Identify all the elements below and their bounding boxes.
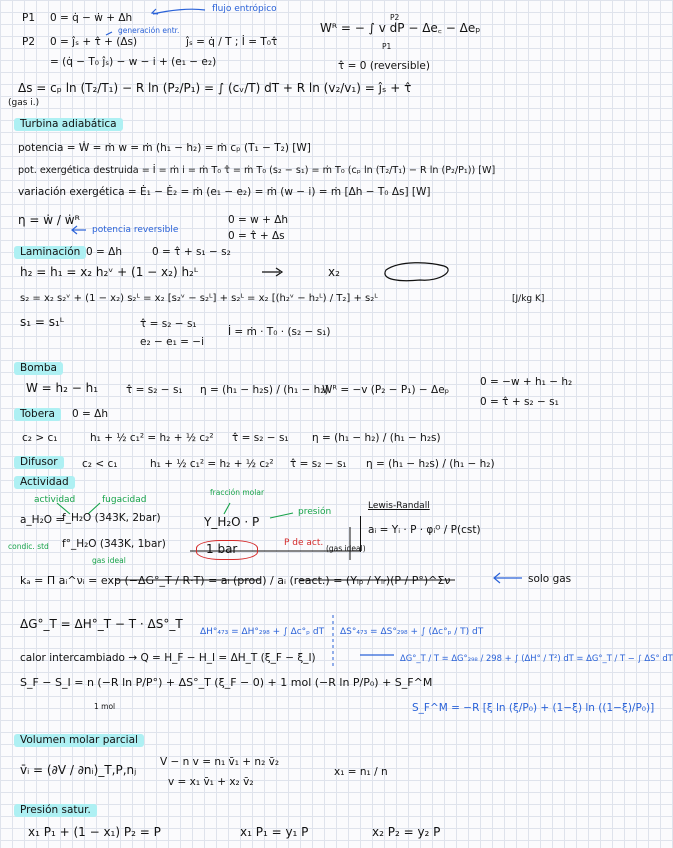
turbina-variacion-exergetica: variación exergética = Ė₁ − Ė₂ = ṁ (e₁ − e₂) = ṁ (w − i) = ṁ [Δh − T₀ Δs] [W] [18,186,431,198]
presion-eq1: x₁ P₁ + (1 − x₁) P₂ = P [28,825,161,839]
bomba-w: W = h₂ − h₁ [26,381,99,395]
volumen-v1: V − n v = n₁ v̄₁ + n₂ v̄₂ [160,756,280,768]
note-p-de-act: P de act. [284,538,324,548]
bomba-zero2: 0 = τ̂ + s₂ − s₁ [480,396,559,408]
presion-eq3: x₂ P₂ = y₂ P [372,825,441,839]
ds-equation: Δs = cₚ ln (T₂/T₁) − R ln (P₂/P₁) = ∫ (cᵥ/T) dT + R ln (v₂/v₁) = ĵₛ + τ̂ [18,81,412,95]
wr-limit-bottom: P1 [382,42,392,51]
actividad-a-h2o: a_H₂O = [20,514,65,526]
volumen-v2: v = x₁ v̄₁ + x₂ v̄₂ [168,776,254,788]
wr-equation: Wᴿ = − ∫ v dP − Δe꜀ − Δeₚ [320,21,481,35]
actividad-one-bar: 1 bar [206,542,238,556]
arrow-gen [106,32,112,35]
section-presion: Presión satur. [14,804,97,817]
actividad-yp: Y_H₂O · P [204,515,260,529]
bomba-tau: τ̂ = s₂ − s₁ [126,384,183,396]
turbina-zero2: 0 = τ̂ + Δs [228,230,285,242]
laminacion-zero2: 0 = τ̂ + s₁ − s₂ [152,246,231,258]
laminacion-unit: [J/kg K] [512,294,545,304]
wr-limit-top: P2 [390,13,400,22]
tobera-zero: 0 = Δh [72,408,108,420]
note-gas-ideal: gas ideal [92,556,126,565]
p2-label: P2 [22,36,36,48]
actividad-dg-equation: ΔG°_T = ΔH°_T − T · ΔS°_T [20,617,183,631]
actividad-ka: kₐ = Π aᵢ^νᵢ = exp (−ΔG°_T / R·T) = aᵢ (prod) / aᵢ (react.) = (Yᵢₚ / Yᵢᵣ)(P / P°)^Σν [20,574,451,587]
note-fraccion-molar: fracción molar [210,488,265,497]
actividad-dg-blue: ΔG°_T / T = ΔG°₂₉₈ / 298 + ∫ (ΔH° / T²) dT = ΔG°_T / T − ∫ ΔS° dT [400,653,673,663]
laminacion-I-equation: İ = ṁ · T₀ · (s₂ − s₁) [228,326,331,338]
bomba-wr: Wᴿ = −v (P₂ − P₁) − Δeₚ [322,384,450,396]
note-gas-ideal-paren: (gas ideal) [326,544,366,553]
actividad-dh-blue: ΔH°₄₇₃ = ΔH°₂₉₈ + ∫ Δc°ₚ dT [200,627,325,637]
laminacion-tau: τ̂ = s₂ − s₁ [140,318,197,330]
turbina-potencia: potencia = Ẇ = ṁ w = ṁ (h₁ − h₂) = ṁ cₚ (T₁ − T₂) [W] [18,142,311,154]
section-laminacion: Laminación [14,246,86,259]
gas-ideal-note: (gas i.) [8,98,40,108]
volumen-x1: x₁ = n₁ / n [334,766,388,778]
tobera-c: c₂ > c₁ [22,432,58,444]
section-bomba: Bomba [14,362,63,375]
difusor-energy: h₁ + ½ c₁² = h₂ + ½ c₂² [150,458,274,470]
turbina-zero1: 0 = w + Δh [228,214,289,226]
laminacion-s1-equation: s₁ = s₁ᴸ [20,315,65,329]
note-condic-std: condic. std [8,542,49,551]
tau-reversible: τ̂ = 0 (reversible) [338,60,430,72]
p2-exergy-equation: = (q̇ − T₀ ĵₛ) − w − i + (e₁ − e₂) [50,56,217,68]
tobera-tau: τ̂ = s₂ − s₁ [232,432,289,444]
note-fugacidad: fugacidad [102,495,147,505]
laminacion-zero1: 0 = Δh [86,246,122,258]
note-1-mol: 1 mol [94,702,116,711]
difusor-eta: η = (h₁ − h₂s) / (h₁ − h₂) [366,458,495,470]
section-turbina: Turbina adiabática [14,118,123,131]
note-actividad: actividad [34,495,76,505]
note-presion: presión [298,507,332,517]
actividad-sf-equation: S_F − S_I = n (−R ln P/P°) + ΔS°_T (ξ_F − 0) + 1 mol (−R ln P/P₀) + S_F^M [20,676,433,689]
section-volumen: Volumen molar parcial [14,734,144,747]
tobera-eta: η = (h₁ − h₂) / (h₁ − h₂s) [312,432,441,444]
actividad-frac-den: f°_H₂O (343K, 1bar) [62,538,166,550]
difusor-c: c₂ < c₁ [82,458,118,470]
bomba-eta: η = (h₁ − h₂s) / (h₁ − h₂) [200,384,329,396]
actividad-calor: calor intercambiado → Q = H_F − H_I = ΔH_T (ξ_F − ξ_I) [20,652,316,664]
note-flujo: flujo entrópico [212,4,277,14]
tobera-energy: h₁ + ½ c₁² = h₂ + ½ c₂² [90,432,214,444]
actividad-sm-blue: S_F^M = −R [ξ ln (ξ/P₀) + (1−ξ) ln ((1−ξ)/P₀)] [412,702,655,714]
actividad-frac-num: f_H₂O (343K, 2bar) [62,512,161,524]
bomba-zero1: 0 = −w + h₁ − h₂ [480,376,573,388]
turbina-eta: η = ẇ / ẇᴿ [18,213,80,227]
difusor-tau: τ̂ = s₂ − s₁ [290,458,347,470]
volumen-vi: v̄ᵢ = (∂V / ∂nᵢ)_T,P,nⱼ [20,763,137,777]
p1-label: P1 [22,12,36,24]
section-difusor: Difusor [14,456,64,469]
p1-equation: 0 = q̇ − ẇ + Δh [50,12,133,24]
note-solo-gas: solo gas [528,573,572,585]
lewis-randall: Lewis-Randall [368,501,430,511]
laminacion-s2-equation: s₂ = x₂ s₂ᵛ + (1 − x₂) s₂ᴸ = x₂ [s₂ᵛ − s₂ᴸ] + s₂ᴸ = x₂ [(h₂ᵛ − h₂ᴸ) / T₂] + s₂ᴸ [20,293,378,304]
arrow-flujo [153,9,205,14]
js-equation: ĵₛ = q̇ / T ; İ = T₀τ̂ [186,36,278,48]
blob-x2 [385,263,448,281]
section-actividad: Actividad [14,476,75,489]
turbina-pot-exergetica: pot. exergética destruida = İ = ṁ i = ṁ T₀ τ̂ = ṁ T₀ (s₂ − s₁) = ṁ T₀ (cₚ ln (T₂/T₁) − R ln (P₂/P₁)) [W] [18,165,496,176]
note-generacion: generación entr. [118,26,180,35]
presion-eq2: x₁ P₁ = y₁ P [240,825,309,839]
p2-equation: 0 = ĵₛ + τ̂ + (Δs) [50,36,138,48]
laminacion-ediff: e₂ − e₁ = −i [140,336,204,348]
laminacion-h-equation: h₂ = h₁ = x₂ h₂ᵛ + (1 − x₂) h₂ᴸ [20,265,199,279]
actividad-ai: aᵢ = Yᵢ · P · φᵢᴼ / P(cst) [368,524,481,536]
actividad-ds-blue: ΔS°₄₇₃ = ΔS°₂₉₈ + ∫ (Δc°ₚ / T) dT [340,627,484,637]
laminacion-x2: x₂ [328,265,340,279]
note-potencia-reversible: potencia reversible [92,225,179,235]
section-tobera: Tobera [14,408,61,421]
